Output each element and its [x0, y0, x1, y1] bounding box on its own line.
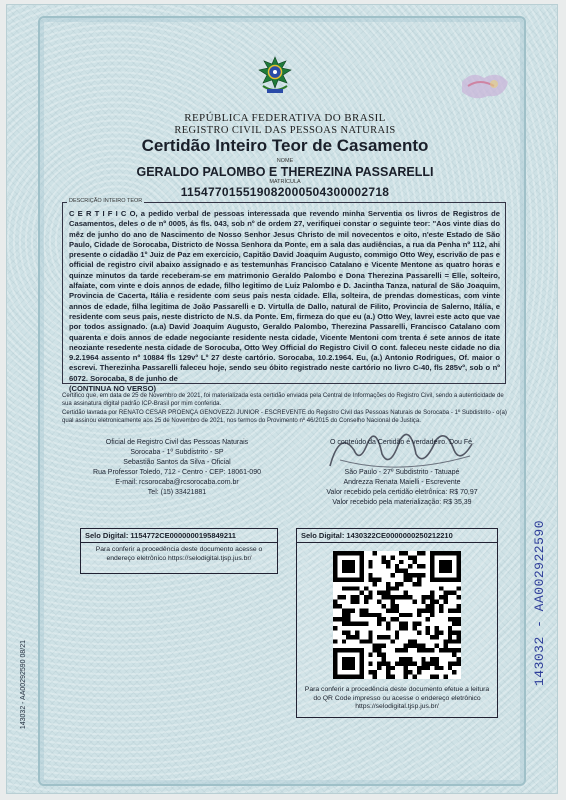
digital-seal-right [296, 528, 498, 718]
matricula-number: 115477015519082000504300002718 [180, 185, 390, 199]
signature-block [296, 438, 508, 508]
spouse-names: GERALDO PALOMBO E THEREZINA PASSARELLI [136, 165, 434, 179]
seal-instructions: Para conferir a procedência deste documento efetue a leitura do QR Code impresso ou acesse o endereço eletrônico https://selodigital.tjsp.jus.br/ [304, 686, 490, 711]
fee-materialization: Valor recebido pela materialização: R$ 35,39 [332, 499, 472, 506]
office-phone: Tel: (15) 33421881 [147, 489, 207, 496]
matricula-label: MATRÍCULA [269, 179, 301, 185]
coat-of-arms-icon [257, 56, 293, 96]
description-body: C E R T I F I C O, a pedido verbal de pessoas interessada que revendo minha Serventia os livros de Registros de Casamentos, deles o de nº 0005, ás fls. 043, sob nº de ordem 27, verifiquei constar o seguinte teor: "Aos vinte dias do mêz de junho do ano de Nascimento de Nosso Senhor Jesus Christo de mil novecentos e oito, n'este Estado de São Paulo, Cidade de Sorocaba, Districto de Nossa Senhora da Ponte, em a sala das audiências, a rua da Penha nº 112, ahi presente o cidadão 1º Juiz de Paz em exercicio, Capitão David Joaquim Augusto, commigo Otto Wey, escrivão de pas e official de registro civil abaixo assignado e as testemunhas Francisco Catalano e Vicente Mentone as quatro horas e quinze minutos da tarde receberam-se em matrimonio Geraldo Palombo e Dona Therezina Passarelli = Elle, solteiro, alfaiate, com vinte e dois annos de edade, filho legitimo de Luiz Palombo e D. Jacintha Tanza, natural de São Joaquim, Provincia de Cacerta, Itália e residente com seus pais nesta cidade. Ella, solteira, de prendas domesticas, com vinte annos de edade, filha legitima de João Passarelli e D. Virtulla de Dallo, natural de Filito, Provincia de Salerno, Itália, e residente com seus pais, neste districto de N.S. da Ponte. Em, firmeza do que eu (a.) Otto Wey, lavrei este acto que vae por todos assignado. (a.a) David Joaquim Augusto, Geraldo Palombo, Therezina Passarelli, Francisco Catalano com quarenta e dois annos de edade negociante residente nesta cidade, Vicente Mentoni com trenta é sete annos de itate neoziante resedente nesta cidade de Sorocuba, Otto Wey Official do Registro Civil O cont. faleceu neste cidade no dia 9.2.1964 assento nº 10884 fls 129vº Lº 27 deste cartório. Sorocaba, 10.2.1964. Eu, (a.) Antonio Rodrigues, Of. maior o escrevi. Therezinha Passarelli faleceu hoje, sendo seu óbito registrado neste cartório no livro C-40, fls 285vº, sob o nº 6072. Sorocaba, 8 de junho de [69, 209, 500, 383]
office-address: Rua Professor Toledo, 712 - Centro - CEP: 18061-090 [93, 469, 261, 476]
fee-certificate: Valor recebido pela certidão eletrônica: R$ 70,97 [326, 489, 478, 496]
seal-instructions: Para conferir a procedência deste documento acesse o endereço eletrônico https://selodigital.tjsp.jus.br/ [95, 546, 263, 562]
digital-seal-left [80, 528, 278, 574]
certification-line-2: Certidão lavrada por RENATO CESAR PROENÇA GENOVEZZI JUNIOR - ESCREVENTE do Registro Civil das Pessoas Naturais de Sorocaba - 1º Subdistrito - o(a) qual assinou eletronicamente aos 25 de Novembro de 2021, nos termos do Provimento nº 46/2015 do Conselho Nacional de Justiça. [62, 409, 507, 424]
office-line: Sebastião Santos da Silva - Oficial [123, 459, 231, 466]
seal-title: Selo Digital: 1154772CE0000000195849211 [81, 529, 277, 543]
signature-place: São Paulo - 27º Subdistrito - Tatuapé [344, 469, 460, 476]
qr-code-icon[interactable] [333, 551, 461, 679]
registry-heading: REGISTRO CIVIL DAS PESSOAS NATURAIS [174, 125, 396, 136]
office-line: Sorocaba - 1º Subdistrito - SP [130, 449, 224, 456]
office-email: E-mail: rcsorocaba@rcsorocaba.com.br [115, 479, 239, 486]
document-header [60, 112, 510, 199]
side-strip [528, 520, 560, 790]
page-title: Certidão Inteiro Teor de Casamento [141, 136, 429, 155]
office-info [62, 438, 292, 498]
description-text [69, 209, 500, 394]
certification-line-1: Certifico que, em data de 25 de Novembro de 2021, foi materializada esta certidão enviada pela Central de Informações do Registro Civil, sendo a autenticidade de sua assinatura digital padrão ICP-Brasil por mim conferida. [62, 392, 504, 407]
description-label: DESCRIÇÃO INTEIRO TEOR [69, 198, 143, 204]
side-serial-code: 143032 - AA002922590 [532, 520, 547, 687]
description-box [62, 198, 506, 394]
security-hologram-icon [454, 68, 514, 106]
republic-heading: REPÚBLICA FEDERATIVA DO BRASIL [184, 112, 386, 124]
side-serial-small: 143032 - AA00292590 08/21 [20, 640, 27, 730]
office-line: Oficial de Registro Civil das Pessoas Naturais [105, 439, 249, 446]
signer-name: Andrezza Renata Maielli - Escrevente [343, 479, 461, 486]
name-label: NOME [276, 158, 294, 164]
continue-note: (CONTINUA NO VERSO) [69, 384, 157, 394]
truth-statement: O conteúdo da Certidão é verdadeiro. Dou Fé. [330, 439, 474, 446]
seal-title: Selo Digital: 1430322CE0000000250212210 [297, 529, 497, 543]
